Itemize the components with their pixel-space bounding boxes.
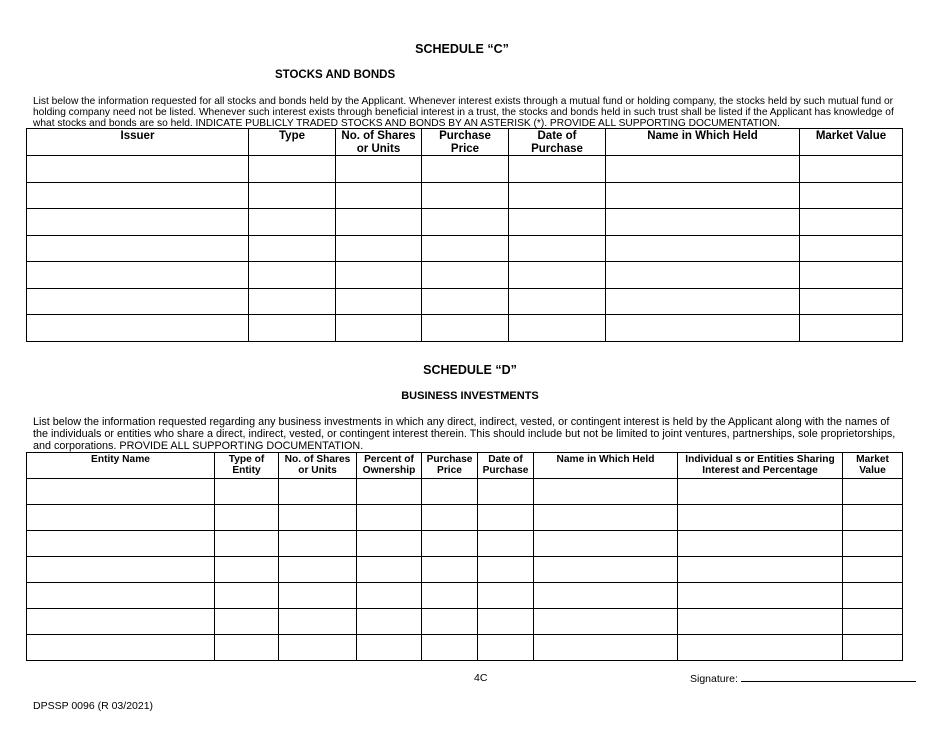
entry-cell[interactable]: [509, 288, 606, 315]
entry-cell[interactable]: [215, 583, 279, 609]
entry-cell[interactable]: [357, 635, 422, 661]
entry-cell[interactable]: [478, 609, 534, 635]
entry-cell[interactable]: [678, 583, 843, 609]
entry-cell[interactable]: [509, 209, 606, 236]
table-row: [27, 531, 903, 557]
entry-cell[interactable]: [336, 209, 422, 236]
entry-cell[interactable]: [606, 182, 800, 209]
entry-cell[interactable]: [422, 609, 478, 635]
business-investments-table: [26, 452, 903, 661]
entry-cell[interactable]: [27, 156, 249, 183]
entry-cell[interactable]: [279, 479, 357, 505]
entry-cell[interactable]: [357, 583, 422, 609]
entry-cell[interactable]: [27, 182, 249, 209]
entry-cell[interactable]: [534, 479, 678, 505]
entry-cell[interactable]: [215, 505, 279, 531]
column-header: Name in Which Held: [534, 453, 678, 479]
entry-cell[interactable]: [800, 315, 903, 342]
page-number: 4C: [474, 672, 488, 684]
column-header: Entity Name: [27, 453, 215, 479]
entry-cell[interactable]: [422, 531, 478, 557]
entry-cell[interactable]: [249, 315, 336, 342]
entry-cell[interactable]: [27, 609, 215, 635]
entry-cell[interactable]: [606, 209, 800, 236]
signature-block: [690, 672, 916, 685]
table-row: [27, 315, 903, 342]
entry-cell[interactable]: [509, 182, 606, 209]
entry-cell[interactable]: [215, 635, 279, 661]
table-row: [27, 288, 903, 315]
entry-cell[interactable]: [27, 505, 215, 531]
entry-cell[interactable]: [279, 609, 357, 635]
entry-cell[interactable]: [422, 235, 509, 262]
entry-cell[interactable]: [422, 315, 509, 342]
form-id: DPSSP 0096 (R 03/2021): [33, 700, 154, 712]
entry-cell[interactable]: [215, 557, 279, 583]
entry-cell[interactable]: [279, 583, 357, 609]
entry-cell[interactable]: [27, 315, 249, 342]
entry-cell[interactable]: [843, 505, 903, 531]
entry-cell[interactable]: [678, 505, 843, 531]
entry-cell[interactable]: [357, 479, 422, 505]
entry-cell[interactable]: [534, 635, 678, 661]
table-row: [27, 505, 903, 531]
table-row: [27, 479, 903, 505]
entry-cell[interactable]: [534, 505, 678, 531]
schedule-d-instructions: List below the information requested regarding any business investments in which any direct, indirect, vested, or contingent interest is held by the Applicant along with the names of the individuals or entities who share a direct, indirect, vested, or contingent interest therein. This should include but not be limited to joint ventures, partnerships, sole proprietorships, and corporations. PROVIDE ALL SUPPORTING DOCUMENTATION.: [33, 416, 896, 452]
entry-cell[interactable]: [279, 635, 357, 661]
entry-cell[interactable]: [843, 557, 903, 583]
entry-cell[interactable]: [336, 182, 422, 209]
entry-cell[interactable]: [843, 479, 903, 505]
entry-cell[interactable]: [606, 288, 800, 315]
entry-cell[interactable]: [478, 557, 534, 583]
entry-cell[interactable]: [534, 531, 678, 557]
entry-cell[interactable]: [336, 156, 422, 183]
entry-cell[interactable]: [478, 531, 534, 557]
entry-cell[interactable]: [249, 209, 336, 236]
signature-label: Signature:: [690, 673, 738, 685]
entry-cell[interactable]: [27, 479, 215, 505]
entry-cell[interactable]: [279, 557, 357, 583]
entry-cell[interactable]: [422, 288, 509, 315]
entry-cell[interactable]: [534, 557, 678, 583]
entry-cell[interactable]: [509, 156, 606, 183]
entry-cell[interactable]: [422, 156, 509, 183]
entry-cell[interactable]: [606, 156, 800, 183]
entry-cell[interactable]: [800, 235, 903, 262]
entry-cell[interactable]: [478, 505, 534, 531]
entry-cell[interactable]: [800, 262, 903, 289]
entry-cell[interactable]: [27, 288, 249, 315]
entry-cell[interactable]: [509, 315, 606, 342]
schedule-c-subtitle: STOCKS AND BONDS: [275, 69, 396, 81]
entry-cell[interactable]: [215, 479, 279, 505]
entry-cell[interactable]: [27, 583, 215, 609]
entry-cell[interactable]: [422, 635, 478, 661]
table-row: [27, 583, 903, 609]
table-row: [27, 557, 903, 583]
table-row: [27, 609, 903, 635]
entry-cell[interactable]: [336, 235, 422, 262]
column-header: Market Value: [800, 129, 903, 156]
entry-cell[interactable]: [336, 315, 422, 342]
entry-cell[interactable]: [422, 182, 509, 209]
entry-cell[interactable]: [215, 609, 279, 635]
entry-cell[interactable]: [478, 479, 534, 505]
entry-cell[interactable]: [843, 609, 903, 635]
entry-cell[interactable]: [606, 315, 800, 342]
entry-cell[interactable]: [534, 609, 678, 635]
schedule-c-title: SCHEDULE “C”: [415, 42, 509, 56]
column-header: Issuer: [27, 129, 249, 156]
entry-cell[interactable]: [215, 531, 279, 557]
entry-cell[interactable]: [678, 531, 843, 557]
entry-cell[interactable]: [27, 235, 249, 262]
entry-cell[interactable]: [249, 235, 336, 262]
entry-cell[interactable]: [606, 235, 800, 262]
column-header: Date of Purchase: [509, 129, 606, 156]
table-row: [27, 182, 903, 209]
entry-cell[interactable]: [249, 262, 336, 289]
entry-cell[interactable]: [422, 479, 478, 505]
entry-cell[interactable]: [27, 531, 215, 557]
entry-cell[interactable]: [509, 235, 606, 262]
entry-cell[interactable]: [422, 505, 478, 531]
schedule-c-instructions: List below the information requested for all stocks and bonds held by the Applicant. Whenever interest exists through a mutual fund or holding company, the stocks held by such mutual fund or holding company need not be listed. Whenever such interest exists through beneficial interest in a trust, the stocks and bonds held in such trust shall be listed if the Applicant has knowledge of what stocks and bonds are so held. INDICATE PUBLICLY TRADED STOCKS AND BONDS BY AN ASTERISK (*). PROVIDE ALL SUPPORTING DOCUMENTATION.: [33, 96, 894, 129]
schedule-d-title: SCHEDULE “D”: [423, 363, 517, 377]
entry-cell[interactable]: [800, 182, 903, 209]
table-header-row: [27, 129, 903, 156]
entry-cell[interactable]: [357, 557, 422, 583]
signature-line[interactable]: [741, 672, 916, 682]
entry-cell[interactable]: [422, 262, 509, 289]
column-header: Type of Entity: [215, 453, 279, 479]
entry-cell[interactable]: [843, 583, 903, 609]
entry-cell[interactable]: [422, 557, 478, 583]
entry-cell[interactable]: [357, 531, 422, 557]
column-header: Date of Purchase: [478, 453, 534, 479]
entry-cell[interactable]: [606, 262, 800, 289]
column-header: Individual s or Entities Sharing Interest and Percentage: [678, 453, 843, 479]
entry-cell[interactable]: [843, 635, 903, 661]
entry-cell[interactable]: [357, 505, 422, 531]
entry-cell[interactable]: [336, 262, 422, 289]
entry-cell[interactable]: [534, 583, 678, 609]
entry-cell[interactable]: [478, 635, 534, 661]
column-header: Name in Which Held: [606, 129, 800, 156]
entry-cell[interactable]: [27, 635, 215, 661]
table-header-row: [27, 453, 903, 479]
entry-cell[interactable]: [509, 262, 606, 289]
entry-cell[interactable]: [678, 479, 843, 505]
entry-cell[interactable]: [27, 262, 249, 289]
entry-cell[interactable]: [27, 557, 215, 583]
entry-cell[interactable]: [27, 209, 249, 236]
column-header: No. of Shares or Units: [279, 453, 357, 479]
schedule-d-subtitle: BUSINESS INVESTMENTS: [401, 390, 539, 402]
entry-cell[interactable]: [678, 557, 843, 583]
entry-cell[interactable]: [800, 209, 903, 236]
column-header: Percent of Ownership: [357, 453, 422, 479]
column-header: Purchase Price: [422, 453, 478, 479]
table-row: [27, 209, 903, 236]
table-row: [27, 235, 903, 262]
entry-cell[interactable]: [678, 609, 843, 635]
entry-cell[interactable]: [357, 609, 422, 635]
entry-cell[interactable]: [843, 531, 903, 557]
entry-cell[interactable]: [678, 635, 843, 661]
table-row: [27, 635, 903, 661]
column-header: Type: [249, 129, 336, 156]
entry-cell[interactable]: [422, 209, 509, 236]
entry-cell[interactable]: [279, 531, 357, 557]
column-header: Market Value: [843, 453, 903, 479]
entry-cell[interactable]: [422, 583, 478, 609]
stocks-bonds-table: [26, 128, 903, 342]
column-header: No. of Shares or Units: [336, 129, 422, 156]
entry-cell[interactable]: [800, 288, 903, 315]
entry-cell[interactable]: [336, 288, 422, 315]
entry-cell[interactable]: [249, 156, 336, 183]
entry-cell[interactable]: [249, 288, 336, 315]
table-row: [27, 262, 903, 289]
entry-cell[interactable]: [279, 505, 357, 531]
entry-cell[interactable]: [249, 182, 336, 209]
entry-cell[interactable]: [478, 583, 534, 609]
table-row: [27, 156, 903, 183]
entry-cell[interactable]: [800, 156, 903, 183]
column-header: Purchase Price: [422, 129, 509, 156]
